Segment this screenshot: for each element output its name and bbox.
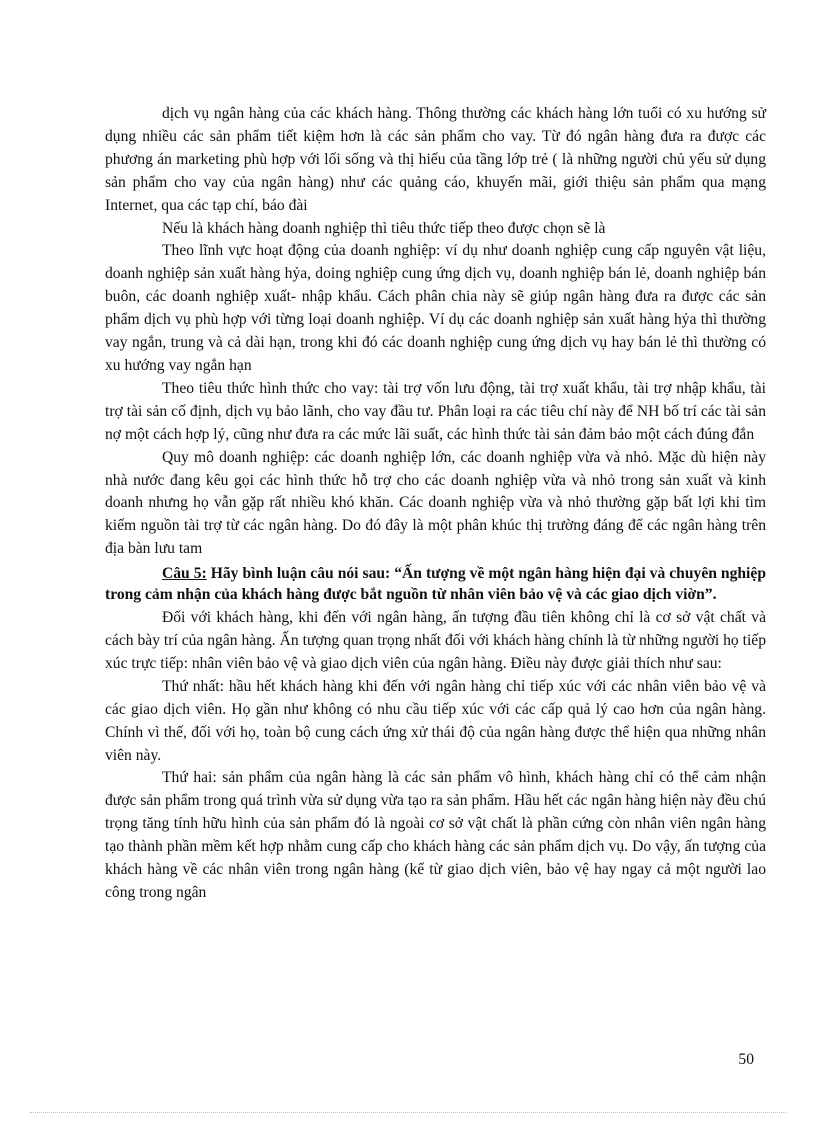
paragraph-1: dịch vụ ngân hàng của các khách hàng. Thông thường các khách hàng lớn tuổi có xu hướng sử dụng nhiều các sản phẩm tiết kiệm hơn là các sản phẩm cho vay. Từ đó ngân hàng đưa ra được các phương án marketing phù hợp với lối sống và thị hiếu của tầng lớp trẻ ( là những người chủ yếu sử dụng sản phẩm cho vay của ngân hàng) như các quảng cáo, khuyến mãi, giới thiệu sản phẩm qua mạng Internet, qua các tạp chí, báo đài (105, 105, 766, 214)
paragraph-3: Theo lĩnh vực hoạt động của doanh nghiệp: ví dụ như doanh nghiệp cung cấp nguyên vật liệu, doanh nghiệp sản xuất hàng hỷa, doing nghiệp cung ứng dịch vụ, doanh nghiệp bán lẻ, doanh nghiệp bán buôn, các doanh nghiệp xuất- nhập khẩu. Cách phân chia này sẽ giúp ngân hàng đưa ra được các sản phẩm dịch vụ phù hợp với từng loại doanh nghiệp. Ví dụ các doanh nghiệp sản xuất hàng hỷa thì thường vay ngắn, trung và cả dài hạn, trong khi đó các doanh nghiệp cung ứng dịch vụ hay bán lẻ thì thường có xu hướng vay ngắn hạn (105, 242, 766, 374)
question-label: Câu 5: (162, 565, 207, 583)
question-heading (105, 563, 766, 605)
paragraph-2: Nếu là khách hàng doanh nghiệp thì tiêu thức tiếp theo được chọn sẽ là (162, 219, 606, 237)
paragraph-4: Theo tiêu thức hình thức cho vay: tài trợ vốn lưu động, tài trợ xuất khẩu, tài trợ nhập khẩu, tài trợ tài sản cố định, dịch vụ bảo lãnh, cho vay đầu tư. Phân loại ra các tiêu chí này để NH bố trí các tài sản nợ một cách hợp lý, cũng như đưa ra các mức lãi suất, các hình thức tài sản đảm bảo một cách đúng đắn (105, 379, 766, 443)
body-text (105, 103, 766, 905)
page-number: 50 (738, 1051, 754, 1068)
answer-paragraph-1: Đối với khách hàng, khi đến với ngân hàng, ấn tượng đầu tiên không chỉ là cơ sở vật chất và cách bày trí của ngân hàng. Ấn tượng quan trọng nhất đối với khách hàng chính là từ những người họ tiếp xúc trực tiếp: nhân viên bảo vệ và giao dịch viên của ngân hàng. Điều này được giải thích như sau: (105, 609, 766, 672)
paragraph-5: Quy mô doanh nghiệp: các doanh nghiệp lớn, các doanh nghiệp vừa và nhỏ. Mặc dù hiện này nhà nước đang kêu gọi các hình thức hỗ trợ cho các doanh nghiệp vừa và nhỏ trong sản xuất và kinh doanh nhưng họ vẫn gặp rất nhiều khó khăn. Các doanh nghiệp vừa và nhỏ thường gặp bất lợi khi tìm kiếm nguồn tài trợ từ các ngân hàng. Do đó đây là một phân khúc thị trường đáng để các ngân hàng trên địa bàn lưu tam (105, 448, 766, 558)
page-bottom-rule (30, 1112, 786, 1113)
question-text: Hãy bình luận câu nói sau: “Ấn tượng về một ngân hàng hiện đại và chuyên nghiệp trong cảm nhận của khách hàng được bắt nguồn từ nhân viên bảo vệ và các giao dịch viờn”. (105, 565, 766, 604)
answer-paragraph-2: Thứ nhất: hầu hết khách hàng khi đến với ngân hàng chỉ tiếp xúc với các nhân viên bảo vệ và các giao dịch viên. Họ gần như không có nhu cầu tiếp xúc với các cấp quả lý cao hơn của ngân hàng. Chính vì thế, đối với họ, toàn bộ cung cách ứng xử thái độ của ngân hàng được thể hiện qua những nhân viên này. (105, 677, 766, 764)
answer-paragraph-3: Thứ hai: sản phẩm của ngân hàng là các sản phẩm vô hình, khách hàng chỉ có thể cảm nhận được sản phẩm trong quá trình vừa sử dụng vừa tạo ra sản phẩm. Hầu hết các ngân hàng hiện này đều chú trọng tăng tính hữu hình của sản phẩm đó là ngoài cơ sở vật chất là phần cứng còn nhân viên ngân hàng tạo thành phần mềm kết hợp nhằm cung cấp cho khách hàng các sản phẩm dịch vụ. Do vậy, ấn tượng của khách hàng về các nhân viên trong ngân hàng (kể từ giao dịch viên, bảo vệ hay ngay cả một người lao công trong ngân (105, 769, 766, 901)
